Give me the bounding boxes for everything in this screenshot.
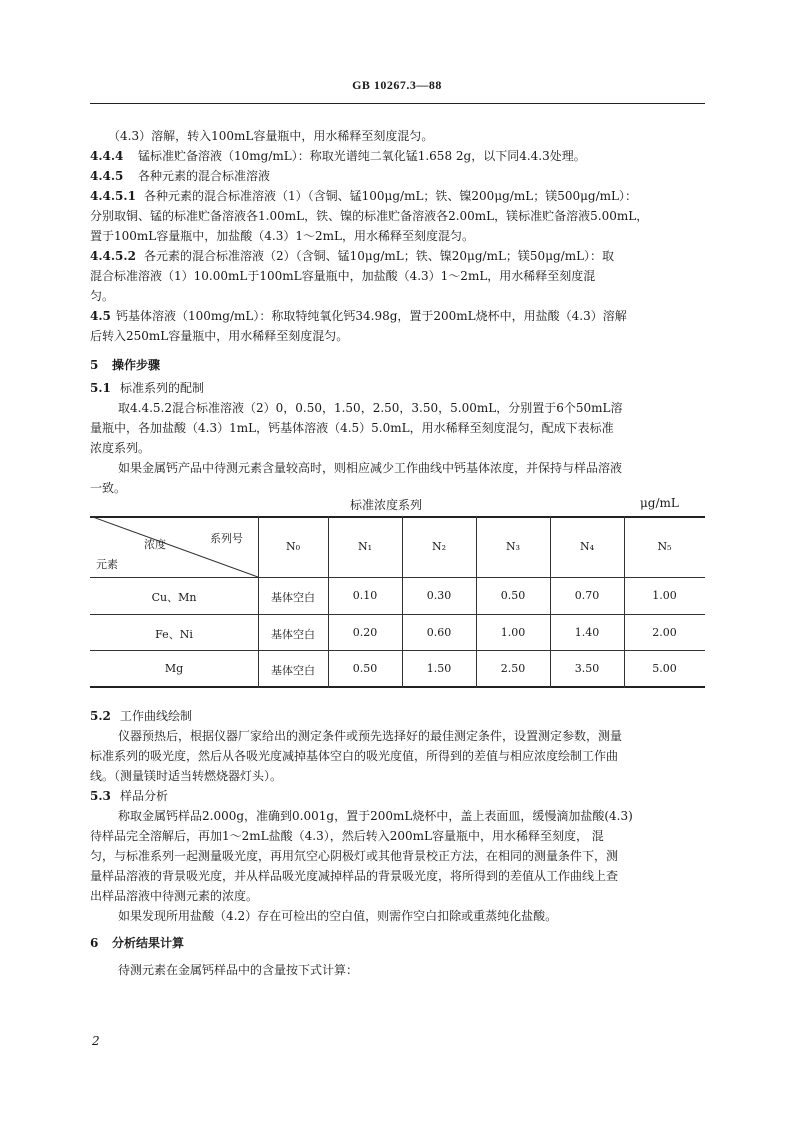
clause-5-1 [90, 380, 204, 396]
clause-text: 各种元素的混合标准溶液 [138, 169, 271, 183]
clause-5-3 [90, 788, 168, 804]
paragraph-line: 出样品溶液中待测元素的浓度。 [90, 889, 259, 903]
table-cell: 0.70 [574, 589, 600, 602]
standard-concentration-table [90, 516, 705, 688]
table-cell: 0.60 [426, 626, 452, 639]
clause-4-5 [90, 308, 627, 324]
table-column-header: N₅ [657, 540, 672, 553]
table-row-element: Mg [164, 662, 184, 675]
paragraph-line: 置于100mL容量瓶中，加盐酸（4.3）1～2mL，用水稀释至刻度混匀。 [90, 229, 474, 243]
table-cell: 0.30 [426, 589, 452, 602]
paragraph-line: 混合标准溶液（1）10.00mL于100mL容量瓶中，加盐酸（4.3）1～2mL，用水稀释至刻度混 [90, 269, 596, 283]
clause-text: 锰标准贮备溶液（10mg/mL）：称取光谱纯二氧化锰1.658 2g，以下同4.4.3处理。 [138, 149, 586, 163]
paragraph-line: 后转入250mL容量瓶中，用水稀释至刻度混匀。 [90, 329, 349, 343]
table-column-header: N₀ [285, 540, 301, 553]
table-caption: 标准浓度系列 [350, 498, 423, 512]
table-cell: 0.50 [352, 662, 378, 675]
table-column-header: N₁ [357, 540, 373, 553]
clause-text: 各元素的混合标准溶液（2）（含铜、锰10μg/mL；铁、镍20μg/mL；镁50μg/mL）：取 [144, 249, 615, 263]
paragraph-line: 取4.4.5.2混合标准溶液（2）0，0.50，1.50，2.50，3.50，5.00mL，分别置于6个50mL溶 [118, 401, 623, 415]
table-cell: 2.50 [500, 662, 526, 675]
clause-number: 4.4.5.1 [90, 189, 136, 203]
table-column-header: N₂ [431, 540, 447, 553]
table-corner-element-label: 元素 [96, 558, 118, 571]
clause-title: 样品分析 [120, 789, 169, 803]
paragraph-line: 浓度系列。 [90, 441, 151, 455]
table-row-element: Cu、Mn [151, 591, 197, 604]
clause-4-4-5 [90, 168, 270, 184]
table-column-header: N₃ [505, 540, 521, 553]
table-cell: 2.00 [652, 626, 677, 639]
clause-number: 4.4.5 [90, 169, 124, 183]
clause-text: 各种元素的混合标准溶液（1）（含铜、锰100μg/mL；铁、镍200μg/mL；镁500μg/mL）： [144, 189, 637, 203]
clause-number: 4.5 [90, 309, 111, 323]
paragraph-line: 匀，与标准系列一起测量吸光度，再用氘空心阴极灯或其他背景校正方法，在相同的测量条件下，测 [90, 849, 619, 863]
clause-4-4-5-1 [90, 188, 637, 204]
section-number: 5 [90, 358, 99, 372]
clause-text: 钙基体溶液（100mg/mL）：称取特纯氧化钙34.98g，置于200mL烧杯中，用盐酸（4.3）溶解 [116, 309, 627, 323]
table-cell: 0.50 [500, 589, 526, 602]
table-column-header: N₄ [579, 540, 595, 553]
table-bottom-rule [90, 686, 705, 688]
paragraph-line: 如果发现所用盐酸（4.2）存在可检出的空白值，则需作空白扣除或重蒸纯化盐酸。 [118, 909, 558, 923]
paragraph-line: 量样品溶液的背景吸光度，并从样品吸光度减掉样品的背景吸光度，将所得到的差值从工作曲线上查 [90, 869, 619, 883]
paragraph-line: （4.3）溶解，转入100mL容量瓶中，用水稀释至刻度混匀。 [108, 129, 434, 143]
table-cell: 1.40 [574, 626, 600, 639]
paragraph-line: 标准系列的吸光度，然后从各吸光度减掉基体空白的吸光度值，所得到的差值与相应浓度绘制工作曲 [90, 749, 619, 763]
section-6-heading [90, 934, 184, 951]
table-cell: 1.00 [652, 589, 677, 602]
section-number: 6 [90, 936, 99, 950]
table-cell: 3.50 [574, 662, 600, 675]
clause-title: 工作曲线绘制 [120, 709, 193, 723]
clause-number: 5.1 [90, 381, 111, 395]
table-row-rule [90, 614, 705, 615]
page-number: 2 [92, 1034, 100, 1048]
clause-4-4-5-2 [90, 248, 614, 264]
section-5-heading [90, 356, 160, 373]
section-title: 操作步骤 [112, 358, 161, 372]
paragraph-line: 如果金属钙产品中待测元素含量较高时，则相应减少工作曲线中钙基体浓度，并保持与样品溶液 [118, 461, 623, 475]
table-row-rule [90, 650, 705, 651]
table-cell: 基体空白 [271, 591, 315, 604]
table-cell: 基体空白 [271, 664, 315, 677]
table-cell: 基体空白 [271, 628, 315, 641]
paragraph-line: 量瓶中，各加盐酸（4.3）1mL，钙基体溶液（4.5）5.0mL，用水稀释至刻度混匀，配成下表标准 [90, 421, 614, 435]
clause-5-2 [90, 708, 192, 724]
clause-title: 标准系列的配制 [120, 381, 205, 395]
paragraph-line: 仪器预热后，根据仪器厂家给出的测定条件或预先选择好的最佳测定条件，设置测定参数，测量 [118, 729, 623, 743]
table-cell: 0.20 [352, 626, 378, 639]
clause-number: 4.4.5.2 [90, 249, 136, 263]
clause-number: 5.3 [90, 789, 111, 803]
page-header-standard-number: GB 10267.3—88 [352, 78, 442, 92]
table-cell: 5.00 [652, 662, 677, 675]
table-cell: 1.50 [426, 662, 452, 675]
table-corner-series-label: 系列号 [210, 532, 243, 545]
clause-number: 4.4.4 [90, 149, 124, 163]
paragraph-line: 一致。 [90, 481, 127, 495]
table-corner-concentration-label: 浓度 [144, 538, 166, 551]
paragraph-line: 待测元素在金属钙样品中的含量按下式计算： [118, 963, 359, 977]
table-unit: μg/mL [640, 496, 679, 510]
table-row-element: Fe、Ni [155, 628, 193, 641]
header-rule [90, 103, 705, 104]
clause-4-4-4 [90, 148, 586, 164]
paragraph-line: 线。（测量镁时适当转燃烧器灯头）。 [90, 769, 283, 783]
paragraph-line: 匀。 [90, 289, 115, 303]
paragraph-line: 分别取铜、锰的标准贮备溶液各1.00mL，铁、镍的标准贮备溶液各2.00mL，镁标准贮备溶液5.00mL， [90, 209, 649, 223]
table-cell: 0.10 [352, 589, 378, 602]
paragraph-line: 称取金属钙样品2.000g，准确到0.001g，置于200mL烧杯中，盖上表面皿，缓慢滴加盐酸(4.3) [118, 809, 633, 823]
clause-number: 5.2 [90, 709, 111, 723]
paragraph-line: 待样品完全溶解后，再加1～2mL盐酸（4.3），然后转入200mL容量瓶中，用水稀释至刻度， 混 [90, 829, 604, 843]
section-title: 分析结果计算 [112, 936, 185, 950]
table-cell: 1.00 [500, 626, 526, 639]
